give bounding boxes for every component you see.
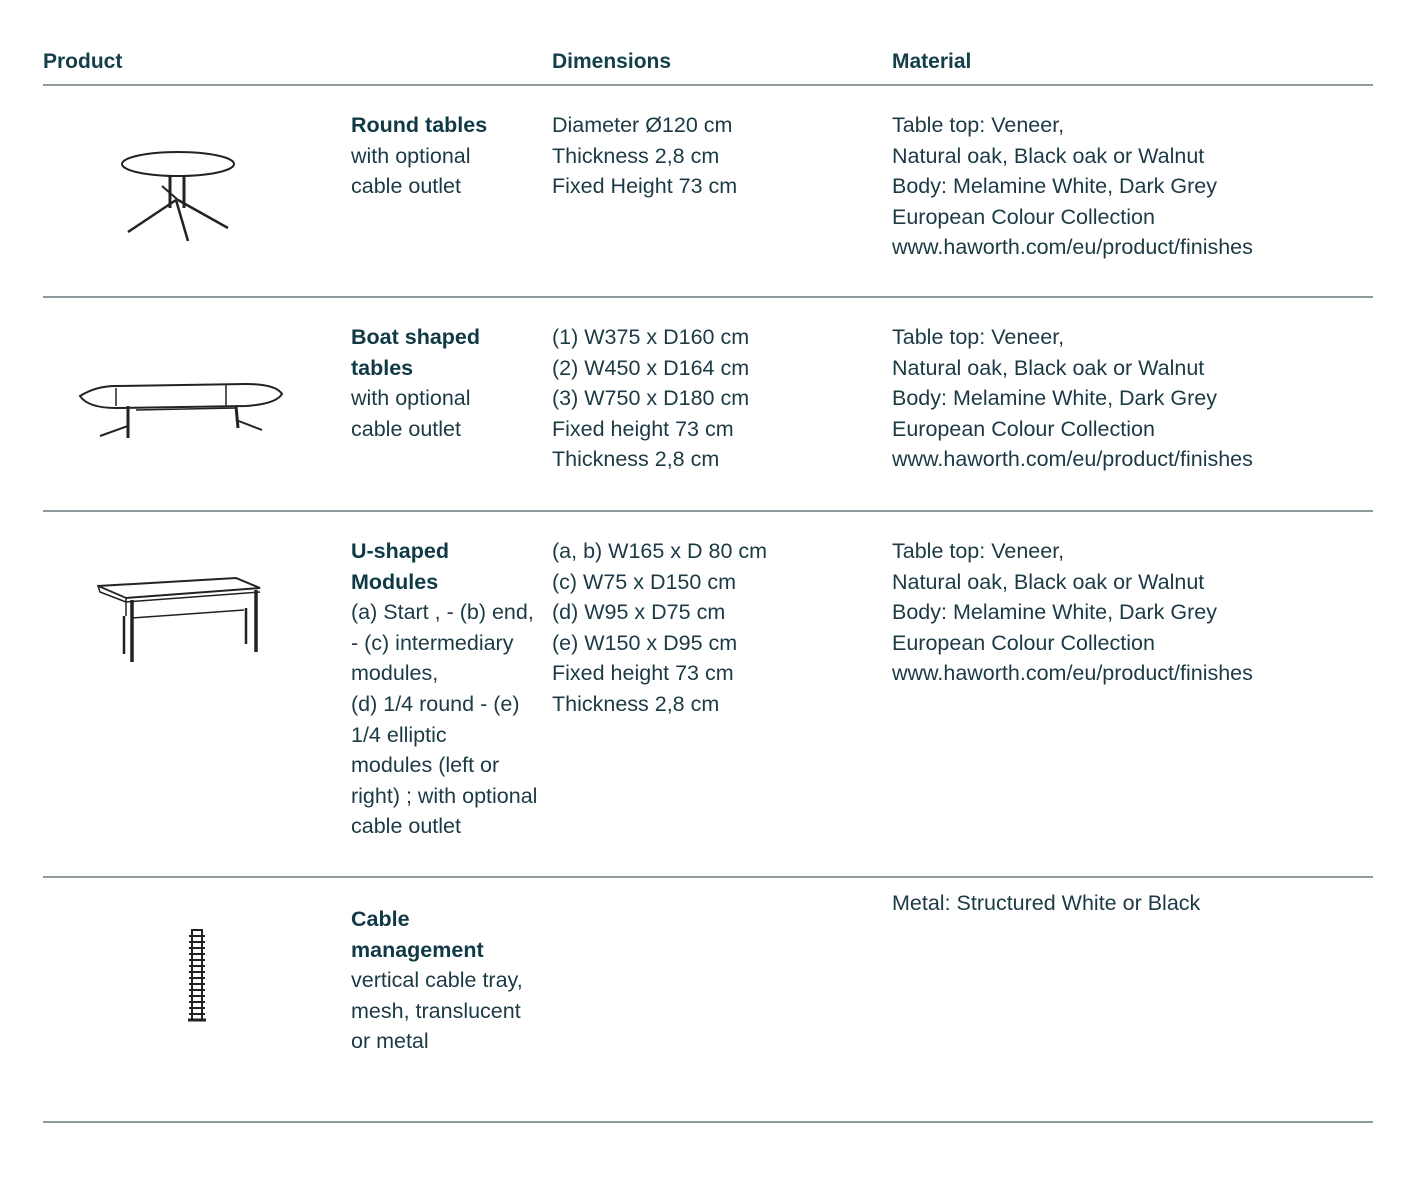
product-title: Round tables: [351, 113, 488, 137]
dimension-line: (a, b) W165 x D 80 cm: [552, 539, 768, 563]
table-row: [43, 298, 1373, 512]
material-line: European Colour Collection: [892, 204, 1155, 229]
dimension-line: Thickness 2,8 cm: [552, 691, 720, 716]
product-desc: vertical cable tray,: [351, 968, 523, 993]
material-line: Natural oak, Black oak or Walnut: [892, 143, 1205, 168]
product-desc: (a) Start , - (b) end,: [351, 600, 534, 625]
boat-shaped-table-icon: [76, 376, 286, 446]
material-line: Table top: Veneer,: [892, 325, 1065, 349]
product-desc: right) ; with optional: [351, 783, 538, 808]
cable-management-icon: [186, 928, 208, 1024]
product-desc: cable outlet: [351, 416, 461, 441]
table-row: [43, 878, 1373, 1123]
dimension-line: (d) W95 x D75 cm: [552, 600, 726, 625]
product-desc: or metal: [351, 1029, 429, 1054]
material-line: Body: Melamine White, Dark Grey: [892, 174, 1217, 199]
header-material: Material: [892, 50, 972, 73]
dimension-line: Fixed height 73 cm: [552, 661, 734, 686]
dimension-line: (e) W150 x D95 cm: [552, 630, 738, 655]
material-line: Body: Melamine White, Dark Grey: [892, 386, 1217, 411]
product-desc: cable outlet: [351, 814, 461, 839]
material-line: www.haworth.com/eu/product/finishes: [892, 447, 1253, 472]
material-line: Metal: Structured White or Black: [892, 891, 1201, 915]
u-shaped-module-icon: [96, 574, 266, 666]
product-desc: mesh, translucent: [351, 998, 521, 1023]
header-dimensions: Dimensions: [552, 50, 672, 73]
table-row: [43, 86, 1373, 298]
product-desc: modules,: [351, 661, 439, 686]
dimension-line: Diameter Ø120 cm: [552, 113, 733, 137]
product-desc: - (c) intermediary: [351, 630, 514, 655]
material-line: www.haworth.com/eu/product/finishes: [892, 235, 1253, 260]
product-desc: with optional: [351, 143, 471, 168]
material-line: www.haworth.com/eu/product/finishes: [892, 661, 1253, 686]
dimension-line: Thickness 2,8 cm: [552, 143, 720, 168]
dimension-line: Fixed height 73 cm: [552, 416, 734, 441]
material-line: European Colour Collection: [892, 630, 1155, 655]
table-header: [43, 50, 1373, 86]
material-line: Natural oak, Black oak or Walnut: [892, 355, 1205, 380]
product-title: Boat shaped tables: [351, 325, 481, 380]
material-line: Body: Melamine White, Dark Grey: [892, 600, 1217, 625]
material-line: Table top: Veneer,: [892, 539, 1065, 563]
material-line: Table top: Veneer,: [892, 113, 1065, 137]
product-desc: modules (left or: [351, 753, 500, 778]
product-desc: with optional: [351, 386, 471, 411]
round-table-icon: [118, 144, 238, 244]
product-desc: 1/4 elliptic: [351, 722, 447, 747]
header-product: Product: [43, 50, 123, 73]
dimension-line: (2) W450 x D164 cm: [552, 355, 750, 380]
product-desc: cable outlet: [351, 174, 461, 199]
dimension-line: (1) W375 x D160 cm: [552, 325, 750, 349]
product-title: U-shaped Modules: [351, 539, 449, 594]
product-desc: (d) 1/4 round - (e): [351, 691, 520, 716]
material-line: Natural oak, Black oak or Walnut: [892, 569, 1205, 594]
product-title: Cable management: [351, 907, 484, 962]
material-line: European Colour Collection: [892, 416, 1155, 441]
dimension-line: (c) W75 x D150 cm: [552, 569, 736, 594]
dimension-line: Thickness 2,8 cm: [552, 447, 720, 472]
dimension-line: (3) W750 x D180 cm: [552, 386, 750, 411]
table-row: [43, 512, 1373, 878]
dimension-line: Fixed Height 73 cm: [552, 174, 738, 199]
